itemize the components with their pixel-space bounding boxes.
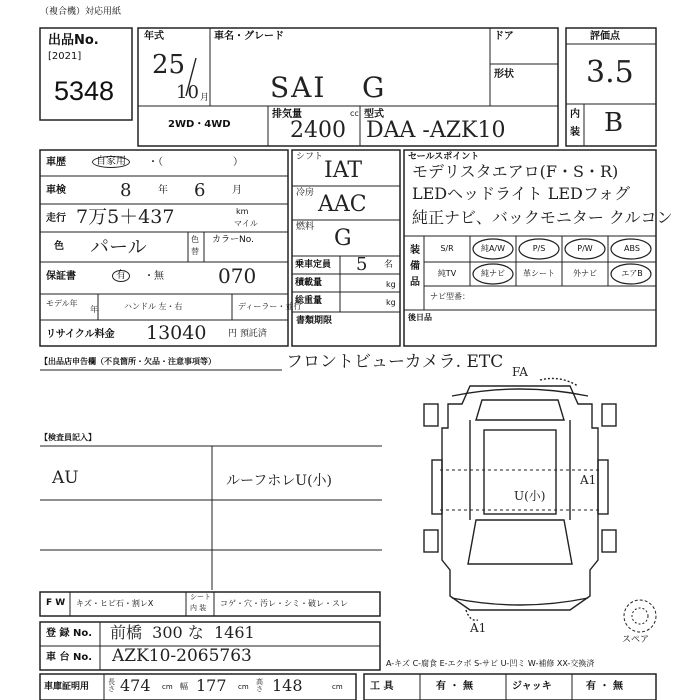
interior-label-2: 装: [570, 127, 580, 138]
door-label: ドア: [494, 31, 514, 42]
tools-label: 工 具: [370, 681, 394, 692]
color-kind-1: 色: [191, 235, 199, 244]
compat-note: （複合機）対応用紙: [40, 7, 122, 17]
month-value: 10: [176, 82, 199, 103]
seat-damage-options: コゲ・穴・汚レ・シミ・破レ・スレ: [220, 599, 348, 608]
lot-label: 出品No.: [48, 33, 99, 48]
history-dot: ・（ ）: [148, 157, 243, 168]
handle-label: ハンドル 左・右: [124, 302, 183, 311]
equip-tv: 純TV: [437, 269, 457, 278]
color-value: パール: [90, 236, 147, 258]
sales-point-1: モデリスタエアロ(F・S・R): [412, 162, 619, 181]
displacement-value: 2400: [290, 118, 346, 143]
car-name: SAI: [270, 71, 327, 104]
equip-airbag: エアB: [621, 269, 643, 278]
car-grade: G: [362, 71, 385, 104]
reg-label: 登 録 No.: [46, 628, 93, 639]
sales-points-label: セールスポイント: [408, 152, 480, 162]
year-value: 25: [152, 50, 186, 80]
jack-label: ジャッキ: [512, 681, 552, 692]
model-value: DAA -AZK10: [366, 118, 506, 143]
color-no-value: 070: [218, 264, 257, 288]
model-label: 型式: [364, 109, 384, 120]
equip-leather-seats: 革シート: [523, 269, 555, 278]
km-label: km: [236, 207, 249, 216]
inspector-label: 【検査員記入】: [40, 433, 96, 442]
fuel-label: 燃料: [296, 222, 315, 232]
displacement-unit: cc: [350, 109, 359, 118]
cert-label: 車庫証明用: [44, 682, 90, 692]
year-label: 年式: [144, 31, 164, 42]
diagram-a1-bottom: A1: [470, 621, 487, 635]
warranty-label: 保証書: [46, 271, 76, 282]
lot-number: 5348: [54, 76, 115, 106]
color-no-label: カラーNo.: [212, 235, 254, 245]
month-unit: 月: [200, 93, 210, 103]
color-kind-2: 替: [191, 247, 199, 256]
shift-label: シフト: [296, 152, 324, 162]
diagram-u: U(小): [514, 489, 546, 503]
height-label: 高さ: [256, 678, 263, 693]
sales-point-2: LEDヘッドライト LEDフォグ: [412, 184, 631, 203]
seat-label-1: シート: [190, 593, 211, 601]
history-selected: 自家用: [92, 156, 130, 168]
diagram-fa: FA: [512, 365, 528, 379]
length-unit: cm: [162, 683, 173, 691]
warranty-yes: 有: [112, 270, 130, 282]
recycle-label: リサイクル料金: [46, 329, 115, 340]
inspection-month: 6: [194, 180, 206, 201]
doc-expiry-label: 書類期限: [296, 316, 333, 326]
equip-sr: S/R: [440, 244, 454, 253]
tools-value: 有 ・ 無: [436, 681, 473, 692]
retrofit-label: 後日品: [408, 313, 432, 322]
spare-label: スペア: [622, 635, 650, 645]
nav-model-label: ナビ型番：: [430, 292, 470, 301]
equip-aftermarket-nav: 外ナビ: [573, 269, 597, 278]
shape-label: 形状: [494, 69, 514, 80]
equip-alloy-wheels: 純A/W: [480, 244, 506, 253]
width-value: 177: [196, 676, 227, 695]
diagram-a1-right: A1: [580, 473, 597, 487]
interior-score: B: [604, 108, 624, 138]
recycle-unit: 円 預託済: [228, 329, 267, 339]
reg-value: 前橋 300 な 1461: [110, 623, 255, 642]
name-label: 車名・グレード: [214, 31, 284, 42]
dealer-label: ディーラー・並行: [238, 302, 302, 311]
model-year-unit: 年: [90, 305, 98, 314]
sales-point-3: 純正ナビ、バックモニター クルコン: [412, 208, 673, 227]
inspector-note-2: ルーフホレU(小): [226, 473, 333, 489]
mileage-label: 走行: [46, 213, 66, 224]
displacement-label: 排気量: [272, 109, 302, 120]
load-label: 積載量: [295, 278, 323, 288]
weight-unit: kg: [386, 298, 396, 307]
jack-value: 有 ・ 無: [586, 681, 623, 692]
chassis-value: AZK10-2065763: [112, 646, 252, 666]
equip-label-2: 備: [410, 261, 420, 272]
damage-legend: A-キズ C-腐食 E-エクボ S-サビ U-凹ミ W-補修 XX-交換済: [386, 659, 595, 668]
height-unit: cm: [332, 683, 343, 691]
chassis-label: 車 台 No.: [46, 652, 93, 663]
capacity-value: 5: [356, 254, 368, 275]
model-year-label: モデル年: [46, 299, 78, 308]
seller-note: フロントビューカメラ. ETC: [286, 352, 504, 372]
seller-note-label: 【出品店申告欄（不良箇所・欠品・注意事項等）: [40, 357, 216, 366]
inspection-month-unit: 月: [232, 185, 242, 196]
fw-damage-options: キズ・ヒビ石・割レX: [76, 599, 154, 608]
score-label: 評価点: [590, 31, 620, 42]
warranty-no: ・無: [144, 271, 164, 282]
inspection-label: 車検: [46, 185, 66, 196]
lot-year-tag: [2021]: [48, 51, 82, 62]
fuel-value: G: [334, 226, 352, 251]
inspector-note-1: AU: [52, 468, 79, 488]
seat-label-2: 内 装: [190, 604, 207, 612]
ac-value: AAC: [318, 192, 367, 217]
equip-abs: ABS: [624, 244, 640, 253]
score-overall: 3.5: [586, 55, 634, 90]
mileage-value: 7万5＋437: [76, 206, 175, 228]
drive-options: 2WD・4WD: [168, 119, 231, 130]
mile-label: マイル: [234, 219, 258, 228]
equip-power-steering: P/S: [532, 244, 546, 253]
inspection-year: 8: [120, 180, 132, 201]
inspection-year-unit: 年: [158, 185, 168, 196]
width-unit: cm: [238, 683, 249, 691]
width-label: 幅: [180, 682, 188, 691]
capacity-label: 乗車定員: [295, 260, 332, 270]
fw-label: F W: [46, 598, 66, 608]
load-unit: kg: [386, 280, 396, 289]
interior-label-1: 内: [570, 109, 580, 120]
equip-label-1: 装: [410, 245, 420, 256]
shift-value: IAT: [324, 158, 363, 183]
length-label: 長さ: [108, 678, 115, 693]
length-value: 474: [120, 676, 151, 695]
capacity-unit: 名: [384, 260, 394, 270]
ac-label: 冷房: [296, 188, 315, 198]
equip-oem-nav: 純ナビ: [481, 269, 505, 278]
color-label: 色: [54, 241, 64, 252]
history-label: 車歴: [46, 157, 66, 168]
recycle-fee: 13040: [146, 322, 207, 344]
height-value: 148: [272, 676, 303, 695]
equip-label-3: 品: [410, 277, 420, 288]
equip-power-windows: P/W: [577, 244, 593, 253]
weight-label: 総重量: [295, 296, 323, 306]
